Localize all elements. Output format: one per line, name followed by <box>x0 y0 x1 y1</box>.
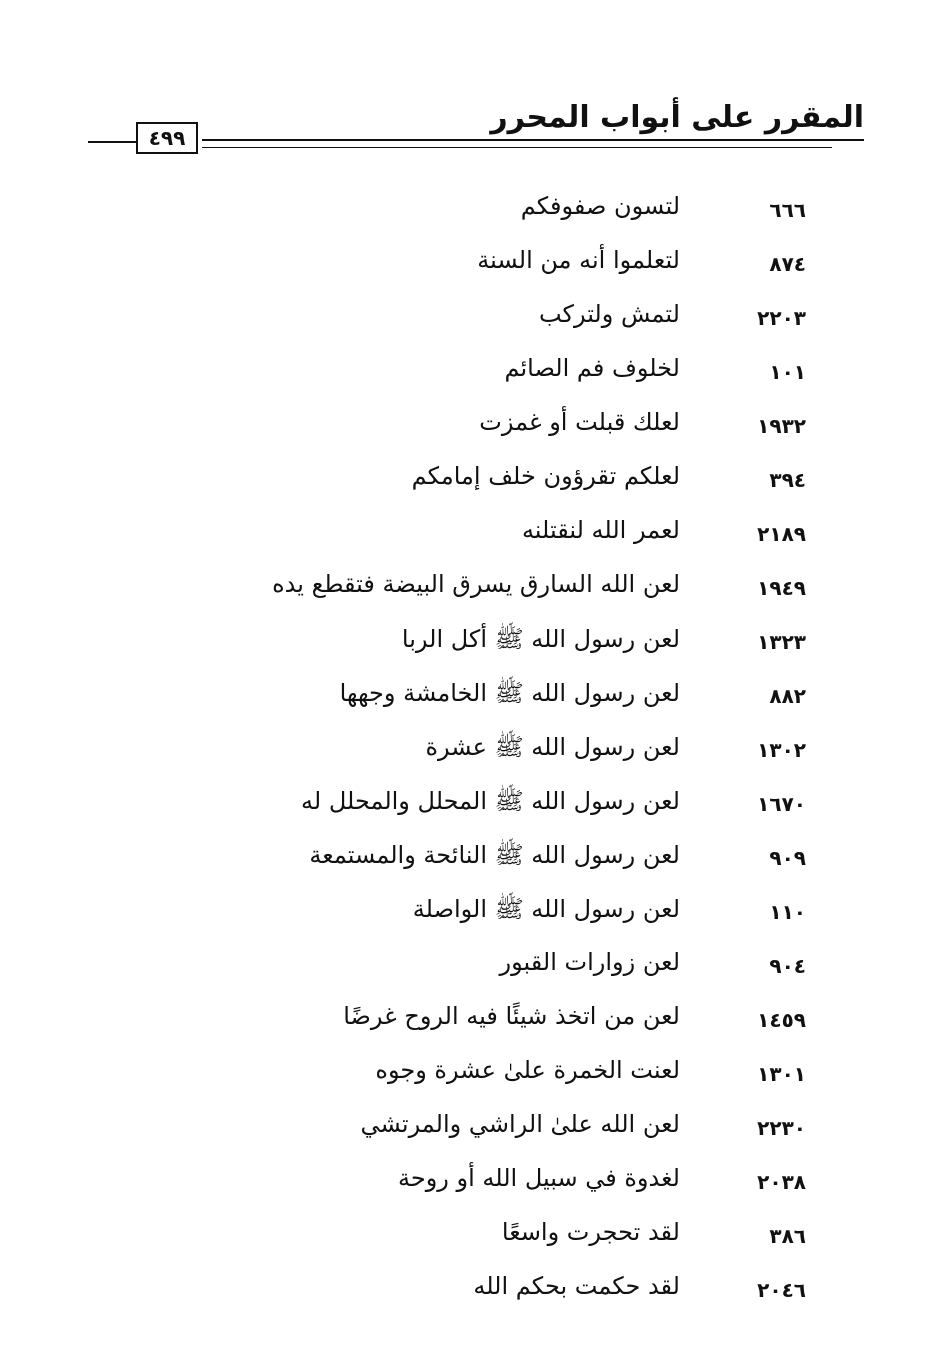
hadith-number: ١١٠ <box>769 900 806 924</box>
index-entry <box>0 570 946 616</box>
index-entry <box>0 948 946 994</box>
index-entry <box>0 1164 946 1210</box>
hadith-number: ٨٧٤ <box>769 252 806 276</box>
index-entry <box>0 462 946 508</box>
hadith-text: لغدوة في سبيل الله أو روحة <box>398 1164 680 1192</box>
hadith-number: ١٩٣٢ <box>757 414 806 438</box>
hadith-number: ٢٢٠٣ <box>757 306 806 330</box>
index-entry <box>0 1056 946 1102</box>
hadith-number: ١٣٢٣ <box>757 630 806 654</box>
hadith-text: لعن من اتخذ شيئًا فيه الروح غرضًا <box>343 1002 680 1030</box>
hadith-text: لعن الله علىٰ الراشي والمرتشي <box>360 1110 680 1138</box>
hadith-text: لعن رسول الله ﷺ أكل الربا <box>401 625 680 653</box>
hadith-text: لعن رسول الله ﷺ الخامشة وجهها <box>339 679 680 707</box>
hadith-number: ٣٨٦ <box>769 1224 806 1248</box>
hadith-text: لعلك قبلت أو غمزت <box>479 408 680 436</box>
header-rule-thin <box>202 147 832 148</box>
page-number: ٤٩٩ <box>136 122 198 154</box>
hadith-text: لعنت الخمرة علىٰ عشرة وجوه <box>375 1056 680 1084</box>
index-entry <box>0 300 946 346</box>
hadith-text: لعن رسول الله ﷺ الواصلة <box>412 895 680 923</box>
hadith-text: لعن رسول الله ﷺ عشرة <box>425 733 680 761</box>
index-entry <box>0 354 946 400</box>
header-rule <box>202 139 864 141</box>
hadith-number: ٣٩٤ <box>769 468 806 492</box>
index-entry <box>0 786 946 832</box>
hadith-text: لعن رسول الله ﷺ النائحة والمستمعة <box>309 841 680 869</box>
hadith-number: ١٠١ <box>769 360 806 384</box>
hadith-text: لتسون صفوفكم <box>520 192 680 220</box>
index-entry <box>0 192 946 238</box>
hadith-text: لعلكم تقرؤون خلف إمامكم <box>411 462 680 490</box>
index-entry <box>0 894 946 940</box>
hadith-number: ٨٨٢ <box>769 684 806 708</box>
hadith-number: ٩٠٤ <box>769 954 806 978</box>
header-rule-left <box>88 141 136 143</box>
index-entry <box>0 732 946 778</box>
index-entry <box>0 408 946 454</box>
hadith-text: لقد حكمت بحكم الله <box>473 1272 680 1300</box>
hadith-number: ٢١٨٩ <box>757 522 806 546</box>
hadith-text: لخلوف فم الصائم <box>504 354 680 382</box>
hadith-number: ١٩٤٩ <box>757 576 806 600</box>
hadith-number: ٢٠٣٨ <box>757 1170 806 1194</box>
index-entry <box>0 1218 946 1264</box>
hadith-text: لعن الله السارق يسرق البيضة فتقطع يده <box>272 570 680 598</box>
hadith-number: ١٣٠٢ <box>757 738 806 762</box>
index-entry <box>0 678 946 724</box>
index-entry <box>0 1272 946 1318</box>
hadith-number: ١٣٠١ <box>757 1062 806 1086</box>
index-entry <box>0 1002 946 1048</box>
hadith-text: لعمر الله لنقتلنه <box>521 516 680 544</box>
index-entry <box>0 246 946 292</box>
hadith-number: ٩٠٩ <box>769 846 806 870</box>
hadith-number: ١٦٧٠ <box>757 792 806 816</box>
hadith-number: ٦٦٦ <box>769 198 806 222</box>
page-header <box>0 0 946 170</box>
running-title: المقرر على أبواب المحرر <box>490 100 864 135</box>
index-entry <box>0 516 946 562</box>
hadith-text: لتمش ولتركب <box>538 300 680 328</box>
hadith-text: لعن زوارات القبور <box>499 948 680 976</box>
hadith-number: ١٤٥٩ <box>757 1008 806 1032</box>
index-entry <box>0 840 946 886</box>
index-entry <box>0 624 946 670</box>
hadith-text: لعن رسول الله ﷺ المحلل والمحلل له <box>301 787 680 815</box>
hadith-text: لقد تحجرت واسعًا <box>501 1218 680 1246</box>
hadith-number: ٢٢٣٠ <box>757 1116 806 1140</box>
index-entry <box>0 1110 946 1156</box>
hadith-text: لتعلموا أنه من السنة <box>477 246 680 274</box>
hadith-number: ٢٠٤٦ <box>757 1278 806 1302</box>
